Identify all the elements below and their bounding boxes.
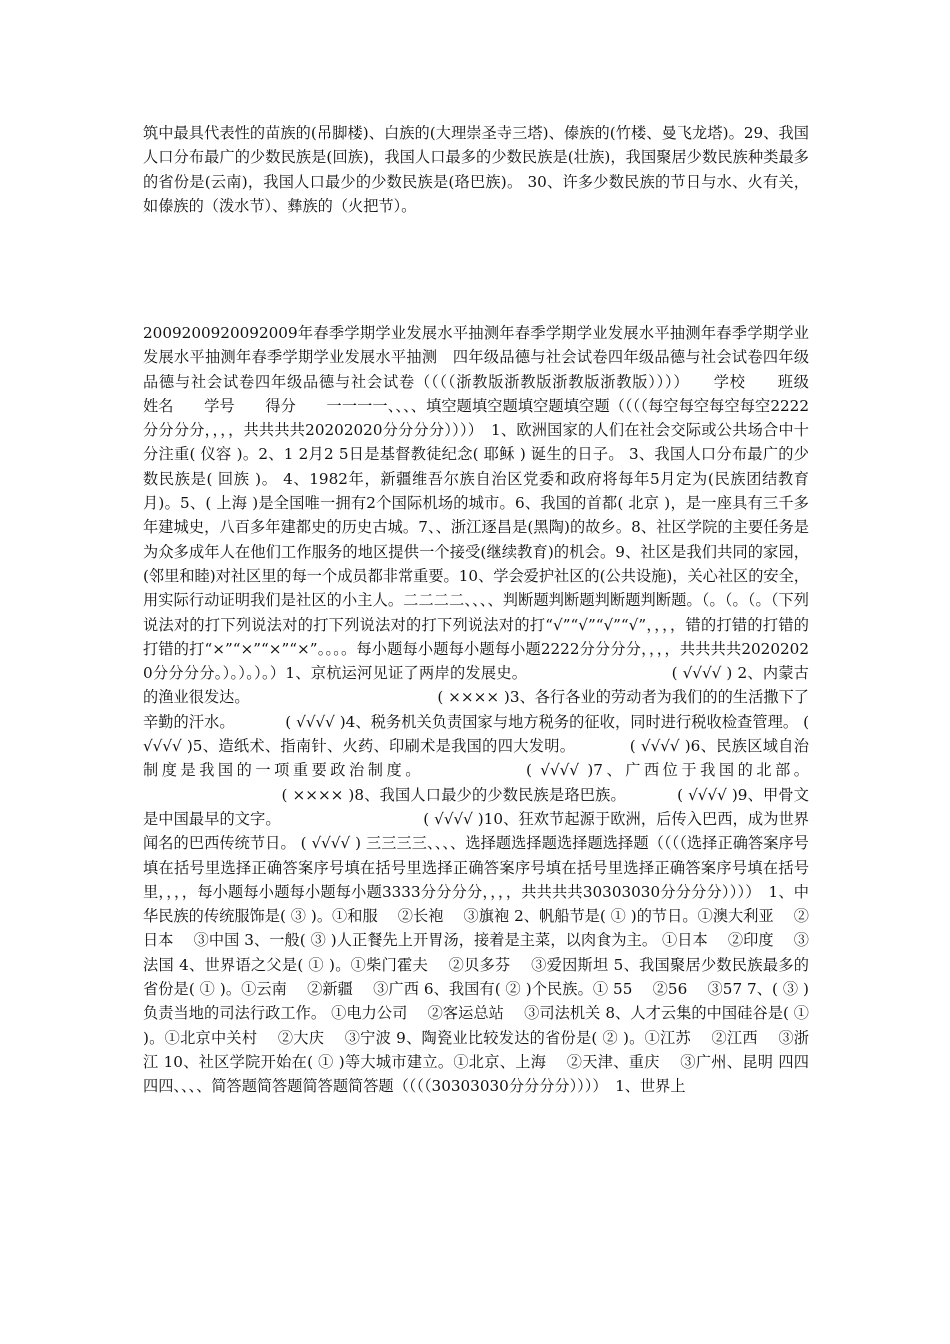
paragraph-continuation: 筑中最具代表性的苗族的(吊脚楼)、白族的(大理崇圣寺三塔)、傣族的(竹楼、曼飞龙塔)。29、我国人口分布最广的少数民族是(回族)，我国人口最多的少数民族是(壮族)，我国聚居少数民族种类最多的省份是(云南)，我国人口最少的少数民族是(珞巴族)。 30、许多少数民族的节日与水、火有关，如傣族的（泼水节）、彝族的（火把节）。 xyxy=(143,124,809,215)
paragraph-exam-paper: 2009200920092009年春季学期学业发展水平抽测年春季学期学业发展水平抽测年春季学期学业发展水平抽测年春季学期学业发展水平抽测 四年级品德与社会试卷四年级品德与社会试卷四年级品德与社会试卷四年级品德与社会试卷（（（（浙教版浙教版浙教版浙教版）））） 学校 班级 姓名 学号 得分 一一一一、、、、填空题填空题填空题填空题（（（（每空每空每空每空2222分分分分，，，，共共共共20202020分分分分）））） 1、欧洲国家的人们在社会交际或公共场合中十分注重( 仪容 )。2、1 2月2 5日是基督教徒纪念( 耶稣 ) 诞生的日子。 3、我国人口分布最广的少数民族是( 回族 )。 4、1982年，新疆维吾尔族自治区党委和政府将每年5月定为(民族团结教育月)。5、( 上海 )是全国唯一拥有2个国际机场的城市。6、我国的首都( 北京 )，是一座具有三千多年建城史，八百多年建都史的历史古城。7、、浙江逐昌是(黑陶)的故乡。8、社区学院的主要任务是为众多成年人在他们工作服务的地区提供一个接受(继续教育)的机会。9、社区是我们共同的家园，(邻里和睦)对社区里的每一个成员都非常重要。10、学会爱护社区的(公共设施)，关心社区的安全，用实际行动证明我们是社区的小主人。二二二二、、、、判断题判断题判断题判断题。（。（。（。（下列说法对的打下列说法对的打下列说法对的打下列说法对的打“√”“√”“√”“√”，，，，错的打错的打错的打错的打“×”“×”“×”“×”。。。。每小题每小题每小题每小题2222分分分分，，，，共共共共20202020分分分分。）。）。）。）1、京杭运河见证了两岸的发展史。 ( √√√√ ) 2、内蒙古的渔业很发达。 ( ×××× )3、各行各业的劳动者为我们的的生活撒下了辛勤的汗水。 ( √√√√ )4、税务机关负责国家与地方税务的征收，同时进行税收检查管理。 ( √√√√ )5、造纸术、指南针、火药、印刷术是我国的四大发明。 ( √√√√ )6、民族区域自治制度是我国的一项重要政治制度。 ( √√√√ )7、广西位于我国的北部。 ( ×××× )8、我国人口最少的少数民族是珞巴族。 ( √√√√ )9、甲骨文是中国最早的文字。 ( √√√√ )10、狂欢节起源于欧洲，后传入巴西，成为世界闻名的巴西传统节日。 ( √√√√ ) 三三三三、、、、选择题选择题选择题选择题（（（（选择正确答案序号填在括号里选择正确答案序号填在括号里选择正确答案序号填在括号里选择正确答案序号填在括号里，，，，每小题每小题每小题每小题3333分分分分，，，，共共共共30303030分分分分）））） 1、中华民族的传统服饰是( ③ )。①和服 ②长袍 ③旗袍 2、帆船节是( ① )的节日。①澳大利亚 ②日本 ③中国 3、一般( ③ )人正餐先上开胃汤，接着是主菜，以肉食为主。 ①日本 ②印度 ③法国 4、世界语之父是( ① )。①柴门霍夫 ②贝多芬 ③爱因斯坦 5、我国聚居少数民族最多的省份是( ① )。①云南 ②新疆 ③广西 6、我国有( ② )个民族。① 55 ②56 ③57 7、( ③ )负责当地的司法行政工作。 ①电力公司 ②客运总站 ③司法机关 8、人才云集的中国硅谷是( ① )。①北京中关村 ②大庆 ③宁波 9、陶瓷业比较发达的省份是( ② )。①江苏 ②江西 ③浙江 10、社区学院开始在( ① )等大城市建立。①北京、上海 ②天津、重庆 ③广州、昆明 四四四四、、、、简答题简答题简答题简答题（（（（30303030分分分分）））） 1、世界上 xyxy=(143,324,840,1096)
